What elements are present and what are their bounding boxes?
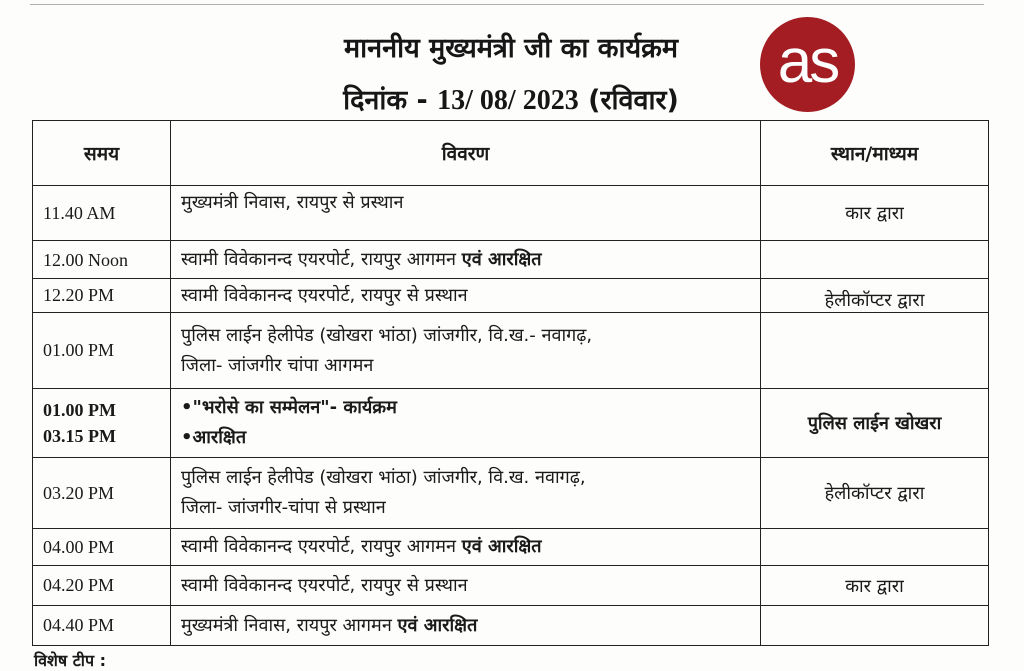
- mode-cell: हेलीकॉप्टर द्वारा: [761, 279, 989, 313]
- details-line-2: जिला- जांजगीर चांपा आगमन: [181, 354, 374, 376]
- mode-cell: [761, 606, 989, 646]
- program-item: •"भरोसे का सम्मेलन"- कार्यक्रम: [181, 397, 397, 418]
- time-cell: 04.20 PM: [33, 566, 171, 606]
- time-cell: 12.00 Noon: [33, 241, 171, 279]
- time-cell: 04.40 PM: [33, 606, 171, 646]
- mode-cell: [761, 241, 989, 279]
- table-row: [33, 241, 989, 279]
- table-row: [33, 458, 989, 529]
- column-header-time: समय: [33, 121, 171, 186]
- date-separator: -: [416, 85, 428, 116]
- date-value: 13/ 08/ 2023: [437, 85, 579, 116]
- details-line-1: पुलिस लाईन हेलीपेड (खोखरा भांठा) जांजगीर, वि.ख.- नवागढ़,: [181, 324, 593, 346]
- details-text: मुख्यमंत्री निवास, रायपुर आगमन: [181, 614, 398, 636]
- details-line-2: जिला- जांजगीर-चांपा से प्रस्थान: [181, 497, 386, 518]
- mode-cell: [761, 529, 989, 566]
- details-line-1: पुलिस लाईन हेलीपेड (खोखरा भांठा) जांजगीर, वि.ख. नवागढ़,: [181, 467, 586, 488]
- table-row: [33, 529, 989, 566]
- details-cell: [171, 606, 761, 646]
- details-cell: स्वामी विवेकानन्द एयरपोर्ट, रायपुर से प्रस्थान: [171, 279, 761, 313]
- mode-cell: पुलिस लाईन खोखरा: [761, 389, 989, 458]
- details-cell: [171, 529, 761, 566]
- schedule-table: [32, 120, 989, 646]
- day-value: (रविवार): [588, 85, 679, 116]
- time-cell: 01.00 PM: [33, 313, 171, 389]
- column-header-place-mode: स्थान/माध्यम: [761, 121, 989, 186]
- bullet-icon: •: [181, 427, 193, 448]
- mode-cell: [761, 313, 989, 389]
- mode-cell: कार द्वारा: [761, 566, 989, 606]
- table-row: [33, 606, 989, 646]
- details-cell: स्वामी विवेकानन्द एयरपोर्ट, रायपुर से प्रस्थान: [171, 566, 761, 606]
- details-cell: [171, 241, 761, 279]
- table-header-row: [33, 121, 989, 186]
- bullet-icon: •: [181, 397, 193, 418]
- time-cell: 12.20 PM: [33, 279, 171, 313]
- details-text: स्वामी विवेकानन्द एयरपोर्ट, रायपुर आगमन: [181, 248, 462, 270]
- table-row: [33, 313, 989, 389]
- document-date-line: [6, 80, 1016, 117]
- document-title: माननीय मुख्यमंत्री जी का कार्यक्रम: [343, 33, 679, 64]
- table-row: [33, 279, 989, 313]
- details-bold-text: एवं आरक्षित: [461, 536, 542, 557]
- details-text: स्वामी विवेकानन्द एयरपोर्ट, रायपुर आगमन: [181, 536, 462, 557]
- page-top-rule: [30, 4, 984, 5]
- details-bold-text: एवं आरक्षित: [461, 248, 542, 270]
- table-row: [33, 186, 989, 241]
- details-cell: [171, 389, 761, 458]
- special-note-label: विशेष टीप :: [34, 651, 107, 670]
- details-cell: मुख्यमंत्री निवास, रायपुर से प्रस्थान: [171, 186, 761, 241]
- details-bold-text: एवं आरक्षित: [397, 614, 478, 636]
- mode-cell: कार द्वारा: [761, 186, 989, 241]
- time-cell: 04.00 PM: [33, 529, 171, 566]
- date-label: दिनांक: [343, 85, 408, 116]
- end-time: 03.15 PM: [43, 426, 116, 446]
- details-cell: [171, 458, 761, 529]
- program-item: •आरक्षित: [181, 427, 247, 448]
- details-cell: [171, 313, 761, 389]
- as-logo-icon: as: [760, 17, 855, 112]
- time-cell: 11.40 AM: [33, 186, 171, 241]
- column-header-details: विवरण: [171, 121, 761, 186]
- time-cell: [33, 389, 171, 458]
- table-row: [33, 389, 989, 458]
- start-time: 01.00 PM: [43, 400, 116, 420]
- table-row: [33, 566, 989, 606]
- time-cell: 03.20 PM: [33, 458, 171, 529]
- mode-cell: हेलीकॉप्टर द्वारा: [761, 458, 989, 529]
